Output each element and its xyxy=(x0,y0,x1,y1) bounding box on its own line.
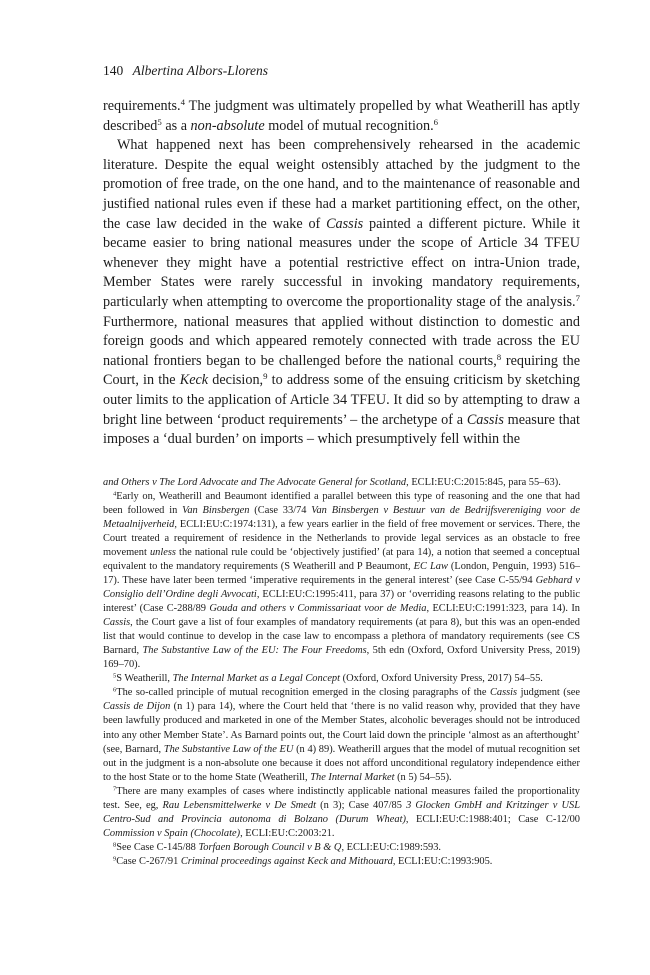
text-run: Case C-267/91 xyxy=(116,855,181,867)
footnote-ref: 9 xyxy=(263,371,268,382)
case-name: Commission v Spain (Chocolate) xyxy=(103,827,241,839)
footnote-4 xyxy=(103,490,580,673)
footnote-8 xyxy=(103,841,580,855)
footnote-6 xyxy=(103,686,580,784)
text-run: , 5th edn (Oxford, Oxford University Press, 2019) 169–70). xyxy=(103,645,580,671)
footnote-ref: 8 xyxy=(496,351,502,362)
book-title: The Substantive Law of the EU xyxy=(163,743,294,755)
text-run: judgment (see xyxy=(517,687,581,699)
text-run: (n 1) para 14), where the Court held that ‘there is no valid reason why, provided that they have been lawfully produced and marketed in one of the Member States, alcoholic beverages should not be introduced into any other Member State’. As Barnard points out, the Court laid down the principle ‘almost as an afterthought’ (see, Barnard, xyxy=(103,701,580,755)
text-run: There are many examples of cases where indistinctly applicable national measures failed the proportionality test. See, eg, xyxy=(103,785,580,811)
text-run: What happened next has been comprehensively rehearsed in the academic literature. Despite the equal weight ostensibly attached by the judgment to the promotion of free trade, on the one hand, and to the maintenance of reasonable and justified national rules even if these had a market partitioning effect, on the other, the case law decided in the wake of xyxy=(103,137,580,232)
case-name: Torfaen Borough Council v B & Q xyxy=(198,841,342,853)
text-run: requiring the Court, in the xyxy=(103,352,580,389)
text-run: Early on, Weatherill and Beaumont identified a parallel between this type of reasoning and the one that had been followed in xyxy=(103,490,580,516)
text-run: See Case C-145/88 xyxy=(116,841,199,853)
italic-term: Cassis xyxy=(326,215,364,232)
text-run: painted a different picture. While it became easier to bring national measures under the scope of Article 34 TFEU whenever they might have a potential restrictive effect on intra-Union trade, Member States were rarely successful in invoking mandatory requirements, particularly when attempting to overcome the proportionality stage of the analysis. xyxy=(103,215,580,310)
italic-term: unless xyxy=(149,546,176,558)
text-run: , the Court gave a list of four examples of mandatory requirements (at para 8), but this was an open-ended list that would continue to develop in the case law to encompass a plethora of mandatory requirements (see CS Barnard, xyxy=(103,617,580,657)
case-name: and Others v The Lord Advocate and The Advocate General for Scotland xyxy=(103,476,407,488)
text-run: (Oxford, Oxford University Press, 2017) 54–55. xyxy=(340,673,543,685)
case-name: Cassis de Dijon xyxy=(103,701,171,713)
book-title: The Internal Market xyxy=(310,771,395,783)
text-run: to address some of the ensuing criticism by sketching outer limits to the application of Article 34 TFEU. It did so by attempting to draw a bright line between ‘product requirements’ – the archetype of a xyxy=(103,372,581,428)
footnote-7 xyxy=(103,785,580,841)
text-run: (London, Penguin, 1993) 516–17). These have later been termed ‘imperative requirements in the general interest’ (see Case C-55/94 xyxy=(103,560,581,587)
footnote-number: 9 xyxy=(113,855,117,863)
footnote-ref: 6 xyxy=(433,116,439,127)
text-run: decision, xyxy=(208,372,264,389)
footnote-continuation xyxy=(103,476,580,490)
case-name: Gebhard v Consiglio dell’Ordine degli Avvocati xyxy=(103,575,580,601)
text-run: The so-called principle of mutual recognition emerged in the closing paragraphs of the xyxy=(116,687,490,699)
text-run: , ECLI:EU:C:1988:401; Case C-12/00 xyxy=(405,813,580,825)
main-text xyxy=(103,97,580,450)
footnote-number: 6 xyxy=(113,686,117,694)
footnote-number: 8 xyxy=(113,841,117,849)
footnote-number: 7 xyxy=(113,785,117,793)
case-name: Rau Lebensmittelwerke v De Smedt xyxy=(162,799,316,811)
text-run: , ECLI:EU:C:1995:411, para 37) or ‘overriding reasons relating to the public interest’ (Case C-288/89 xyxy=(103,589,580,615)
italic-term: Keck xyxy=(179,372,209,389)
body-paragraph-1 xyxy=(103,97,580,136)
italic-term: non-absolute xyxy=(190,117,265,134)
text-run: , ECLI:EU:C:1993:905. xyxy=(392,855,493,867)
footnote-ref: 4 xyxy=(180,97,186,108)
text-run: , ECLI:EU:C:2015:845, para 55–63). xyxy=(406,476,561,488)
text-run: , ECLI:EU:C:1974:131), a few years earlier in the field of free movement or services. There, the Court treated a requirement of residence in the Netherlands to provide legal services as an obstacle to free movement xyxy=(103,518,580,558)
footnote-9 xyxy=(103,855,580,869)
text-run: S Weatherill, xyxy=(116,673,173,685)
book-title: The Substantive Law of the EU: The Four Freedoms xyxy=(142,645,367,657)
book-title: The Internal Market as a Legal Concept xyxy=(172,673,341,685)
footnotes xyxy=(103,476,580,869)
footnote-5 xyxy=(103,672,580,686)
book-title: EC Law xyxy=(413,560,448,572)
text-run: , ECLI:EU:C:1991:323, para 14). In xyxy=(426,603,580,615)
case-name: Van Binsbergen v Bestuur van de Bedrijfsvereniging voor de Metaalnijverheid xyxy=(103,504,580,530)
footnote-number: 4 xyxy=(113,490,117,498)
text-run: (n 3); Case 407/85 xyxy=(315,799,407,811)
text-run: the national rule could be ‘objectively justified’ (at para 14), a notion that seemed a conceptual equivalent to the mandatory requirements (S Weatherill and P Beaumont, xyxy=(103,546,580,572)
case-name: Van Binsbergen xyxy=(182,504,250,516)
case-name: Criminal proceedings against Keck and Mithouard xyxy=(180,855,393,867)
text-run: as a xyxy=(161,117,191,134)
case-name: Cassis xyxy=(489,687,518,699)
text-run: The judgment was ultimately propelled by what Weatherill has aptly described xyxy=(103,98,580,134)
text-run: , ECLI:EU:C:2003:21. xyxy=(240,827,335,839)
text-run: , ECLI:EU:C:1989:593. xyxy=(341,841,442,853)
footnote-number: 5 xyxy=(113,672,117,680)
text-run: measure that imposes a ‘dual burden’ on imports – which presumptively fell within the xyxy=(103,411,580,448)
running-head xyxy=(103,62,580,80)
footnote-ref: 7 xyxy=(575,293,580,304)
text-run: requirements. xyxy=(103,98,181,114)
body-paragraph-2 xyxy=(103,136,580,450)
case-name: Gouda and others v Commissariaat voor de Media xyxy=(209,603,427,615)
text-run: model of mutual recognition. xyxy=(264,117,434,134)
text-run: (Case 33/74 xyxy=(249,504,312,516)
case-name: 3 Glocken GmbH and Kritzinger v USL Centro-Sud and Provincia autonoma di Bolzano (Durum Wheat) xyxy=(103,799,580,825)
page-number: 140 xyxy=(103,63,124,78)
case-name: Cassis xyxy=(103,617,131,629)
text-run: (n 5) 54–55). xyxy=(394,771,452,783)
italic-term: Cassis xyxy=(466,411,504,428)
book-page xyxy=(103,62,580,869)
text-run: Furthermore, national measures that applied without distinction to domestic and foreign goods and which appeared remotely connected with trade across the EU national frontiers began to be challenged before the national courts, xyxy=(103,313,580,369)
running-head-author: Albertina Albors-Llorens xyxy=(132,63,269,78)
text-run: (n 4) 89). Weatherill argues that the model of mutual recognition set out in the judgment is a non-absolute one because it does not afford unconditional regulatory independence either to the host State or to the home State (Weatherill, xyxy=(103,743,580,783)
footnote-ref: 5 xyxy=(157,116,162,127)
